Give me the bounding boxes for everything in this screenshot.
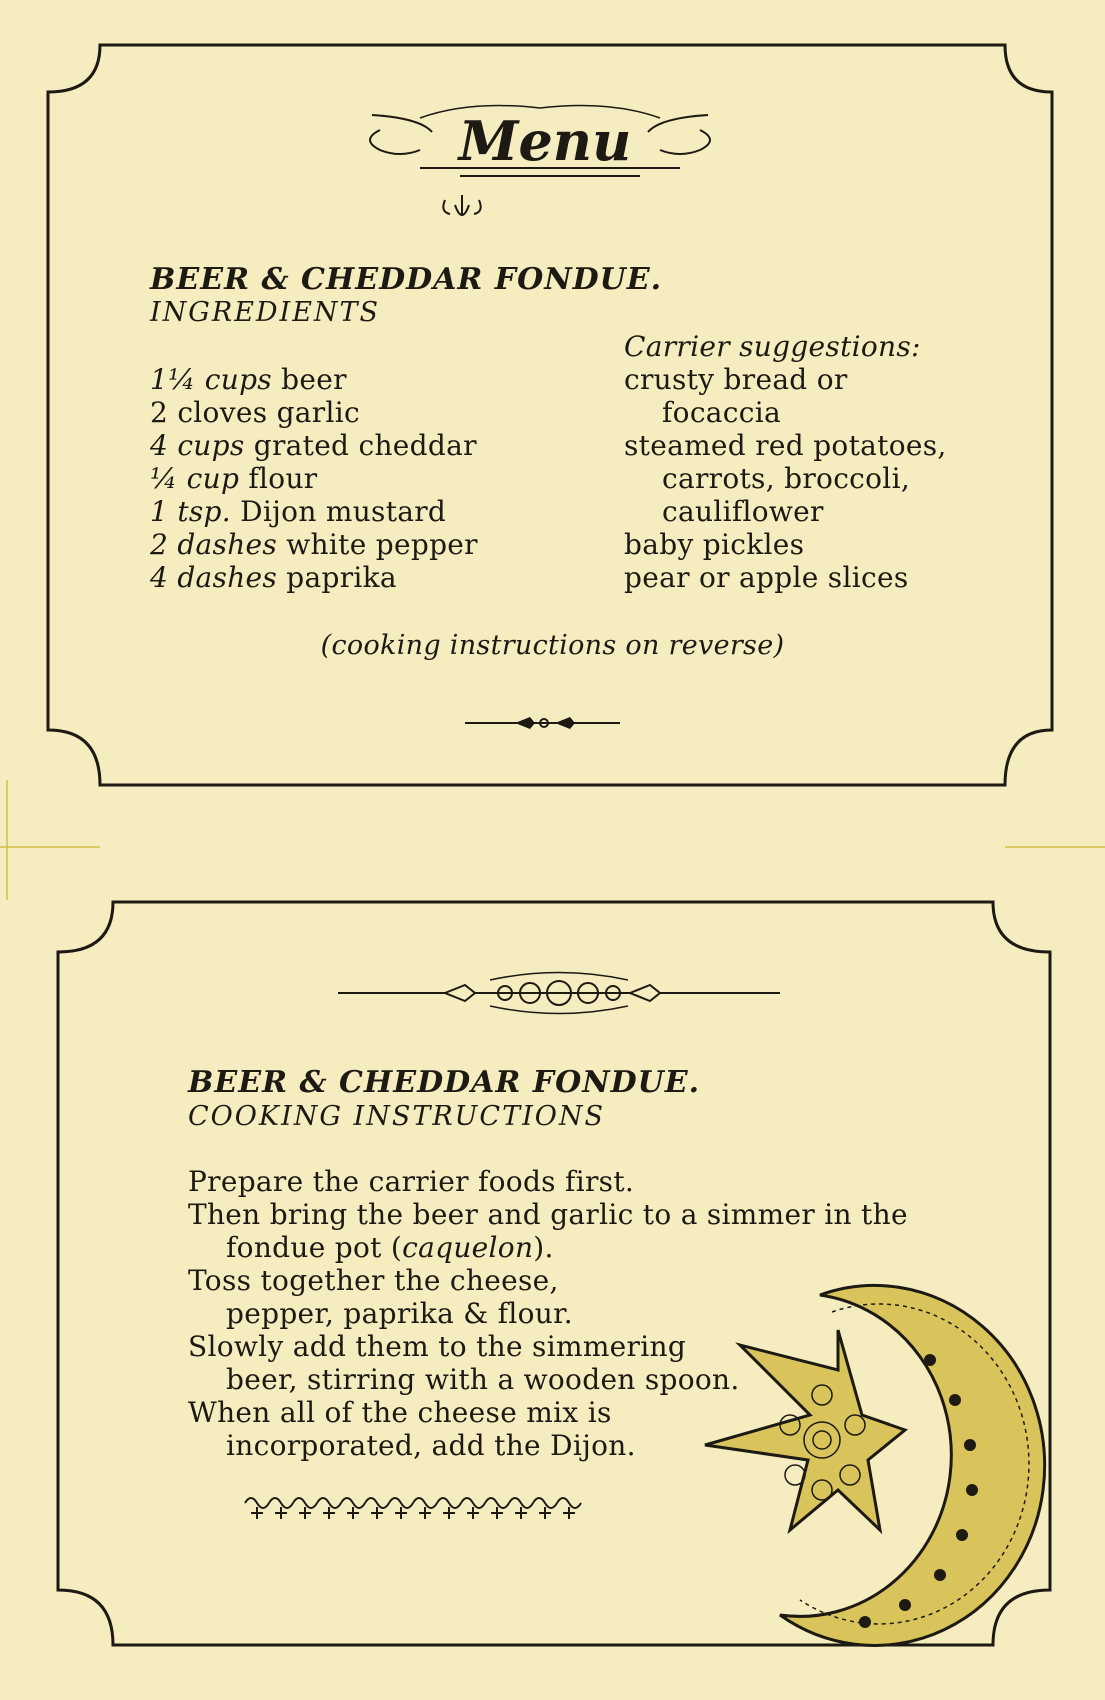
instruction-line: When all of the cheese mix is bbox=[188, 1396, 612, 1429]
instruction-line: Prepare the carrier foods first. bbox=[188, 1165, 635, 1198]
carrier-item: carrots, broccoli, bbox=[662, 462, 911, 495]
ingredient-line: 1 tsp. Dijon mustard bbox=[150, 495, 447, 528]
scroll-divider-icon bbox=[338, 973, 780, 1014]
carrier-item: baby pickles bbox=[624, 528, 805, 561]
crop-marks bbox=[0, 780, 1105, 900]
frieze-motif bbox=[461, 1498, 485, 1519]
card-front-title: BEER & CHEDDAR FONDUE. bbox=[150, 262, 663, 297]
ingredient-line: 4 dashes paprika bbox=[150, 561, 397, 594]
divider-icon bbox=[465, 717, 620, 729]
star-and-crescent-icon bbox=[705, 1285, 1045, 1645]
instruction-line: incorporated, add the Dijon. bbox=[226, 1429, 636, 1462]
border-frieze-icon bbox=[245, 1498, 581, 1519]
frieze-motif bbox=[389, 1498, 413, 1519]
instruction-line: Slowly add them to the simmering bbox=[188, 1330, 687, 1363]
ingredient-line: 1¼ cups beer bbox=[150, 363, 347, 396]
carrier-item: focaccia bbox=[662, 396, 782, 429]
frieze-motif bbox=[341, 1498, 365, 1519]
frieze-motif bbox=[485, 1498, 509, 1519]
ingredient-line: 4 cups grated cheddar bbox=[150, 429, 477, 462]
frieze-motif bbox=[557, 1498, 581, 1519]
card-back-subtitle: COOKING INSTRUCTIONS bbox=[188, 1101, 606, 1132]
frieze-motif bbox=[269, 1498, 293, 1519]
ingredient-line: ¼ cup flour bbox=[150, 462, 318, 495]
frieze-motif bbox=[509, 1498, 533, 1519]
card-back-title: BEER & CHEDDAR FONDUE. bbox=[188, 1065, 701, 1100]
frieze-motif bbox=[365, 1498, 389, 1519]
frieze-motif bbox=[293, 1498, 317, 1519]
reverse-note: (cooking instructions on reverse) bbox=[320, 630, 785, 661]
frieze-motif bbox=[437, 1498, 461, 1519]
ingredient-line: 2 cloves garlic bbox=[150, 396, 360, 429]
frieze-motif bbox=[413, 1498, 437, 1519]
frieze-motif bbox=[533, 1498, 557, 1519]
instruction-line: pepper, paprika & flour. bbox=[226, 1297, 573, 1330]
instruction-line: Then bring the beer and garlic to a simmer in the bbox=[188, 1198, 908, 1231]
carrier-item: pear or apple slices bbox=[624, 561, 909, 594]
card-front-subtitle: INGREDIENTS bbox=[150, 297, 381, 328]
svg-text:Menu: Menu bbox=[458, 109, 632, 173]
frieze-motif bbox=[245, 1498, 269, 1519]
ingredient-line: 2 dashes white pepper bbox=[150, 528, 478, 561]
frieze-motif bbox=[317, 1498, 341, 1519]
carrier-heading: Carrier suggestions: bbox=[624, 330, 921, 363]
carrier-item: crusty bread or bbox=[624, 363, 848, 396]
instruction-line: beer, stirring with a wooden spoon. bbox=[226, 1363, 740, 1396]
instruction-line: Toss together the cheese, bbox=[188, 1264, 559, 1297]
menu-banner-icon bbox=[370, 106, 710, 215]
carrier-item: cauliflower bbox=[662, 495, 824, 528]
instruction-line: fondue pot (caquelon). bbox=[226, 1231, 554, 1264]
carrier-item: steamed red potatoes, bbox=[624, 429, 947, 462]
